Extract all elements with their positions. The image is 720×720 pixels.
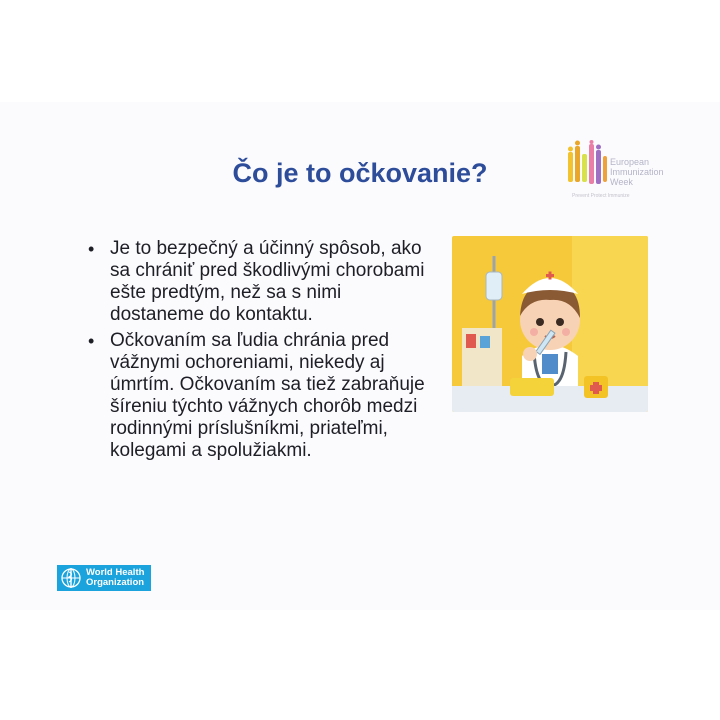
bullet-marker: • [88,331,95,351]
eiw-logo-tagline: Prevent Protect Immunize [572,193,630,199]
bullet-marker: • [88,239,95,259]
eiw-logo-text: European Immunization Week [610,157,664,187]
bullet-list [86,238,436,466]
who-logo [57,565,151,591]
who-logo-text: World Health Organization [86,567,145,588]
bullet-item [86,330,436,462]
nurse-child-illustration [452,236,648,412]
bullet-item [86,238,436,326]
bullet-text: Očkovaním sa ľudia chránia pred vážnymi ochoreniami, niekedy aj úmrtím. Očkovaním sa tiež zabraňuje šíreniu týchto vážnych chorôb medzi rodinnými príslušníkmi, priateľmi, kolegami a spolužiakmi. [110,330,425,461]
slide-title: Čo je to očkovanie? [232,158,488,188]
people-figures-icon [568,140,607,184]
bullet-text: Je to bezpečný a účinný spôsob, ako sa chrániť pred škodlivými chorobami ešte predtým, než sa s nimi dostaneme do kontaktu. [110,238,425,325]
who-emblem-icon [59,566,83,590]
